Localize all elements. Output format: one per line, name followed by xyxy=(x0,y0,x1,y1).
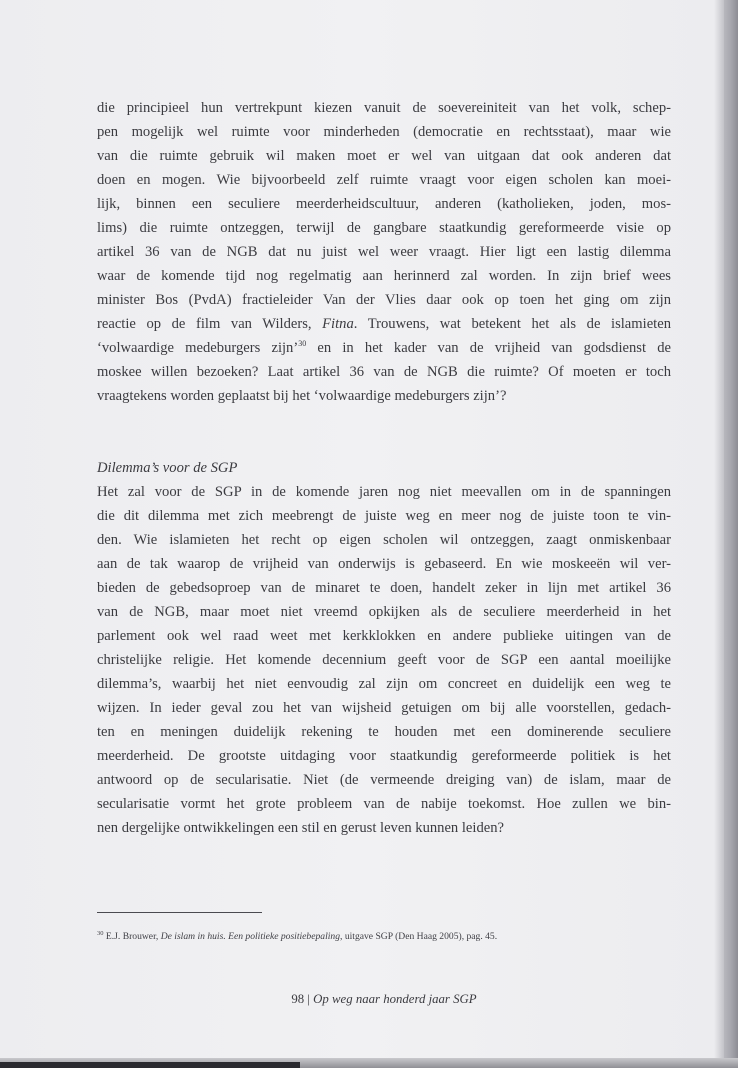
paragraph-2 xyxy=(97,480,671,840)
body-line: die dit dilemma met zich meebrengt de juiste weg en meer nog de juiste toon te vin- xyxy=(97,508,671,524)
body-line: artikel 36 van de NGB dat nu juist wel weer vraagt. Hier ligt een lastig dilemma xyxy=(97,244,671,260)
running-title: Op weg naar honderd jaar SGP xyxy=(313,992,477,1006)
body-line: doen en mogen. Wie bijvoorbeeld zelf ruimte vraagt voor eigen scholen kan moei- xyxy=(97,172,671,188)
footnote-rest: , uitgave SGP (Den Haag 2005), pag. 45. xyxy=(340,931,498,943)
footnote-divider xyxy=(97,912,262,913)
page-edge-shadow xyxy=(714,0,738,1068)
body-line-fitna xyxy=(97,312,671,336)
body-line: die principieel hun vertrekpunt kiezen vanuit de soevereiniteit van het volk, schep- xyxy=(97,100,671,116)
body-line: antwoord op de secularisatie. Niet (de vermeende dreiging van) de islam, maar de xyxy=(97,772,671,788)
body-line: van de NGB, maar moet niet vreemd opkijken als de seculiere meerderheid in het xyxy=(97,604,671,620)
section-heading: Dilemma’s voor de SGP xyxy=(97,460,238,476)
footer-separator: | xyxy=(304,992,314,1006)
page-footer xyxy=(97,992,671,1007)
body-line: van die ruimte gebruik wil maken moet er wel van uitgaan dat ook anderen dat xyxy=(97,148,671,164)
footnote xyxy=(97,930,657,942)
body-line: aan de tak waarop de vrijheid van onderwijs is gebaseerd. En wie moskeeën wil ver- xyxy=(97,556,671,572)
body-line: Het zal voor de SGP in de komende jaren nog niet meevallen om in de spanningen xyxy=(97,484,671,500)
film-title: Fitna xyxy=(322,316,354,332)
body-line: moskee willen bezoeken? Laat artikel 36 van de NGB die ruimte? Of moeten er toch xyxy=(97,364,671,380)
footnote-reference[interactable]: 30 xyxy=(298,339,307,349)
body-line: wijzen. In ieder geval zou het van wijsheid getuigen om bij alle voorstellen, gedach- xyxy=(97,700,671,716)
footnote-author: E.J. Brouwer, xyxy=(105,931,161,943)
body-line: den. Wie islamieten het recht op eigen scholen wil ontzeggen, zaagt onmiskenbaar xyxy=(97,532,671,548)
body-line: christelijke religie. Het komende decennium geeft voor de SGP een aantal moeilijke xyxy=(97,652,671,668)
page-number: 98 xyxy=(291,992,305,1006)
body-line: meerderheid. De grootste uitdaging voor staatkundig gereformeerde politiek is het xyxy=(97,748,671,764)
body-line: ten en meningen duidelijk rekening te houden met een dominerende seculiere xyxy=(97,724,671,740)
body-line: pen mogelijk wel ruimte voor minderheden (democratie en rechtsstaat), maar wie xyxy=(97,124,671,140)
body-line: secularisatie vormt het grote probleem van de nabije toekomst. Hoe zullen we bin- xyxy=(97,796,671,812)
body-line-last: vraagtekens worden geplaatst bij het ‘volwaardige medeburgers zijn’? xyxy=(97,388,507,404)
scan-dark-strip xyxy=(0,1062,300,1068)
body-line: bieden de gebedsoproep van de minaret te doen, handelt zeker in lijn met artikel 36 xyxy=(97,580,671,596)
paragraph-1 xyxy=(97,96,671,408)
line-text: ‘volwaardige medeburgers zijn’ xyxy=(97,340,299,356)
body-line: minister Bos (PvdA) fractieleider Van der Vlies daar ook op toen het ging om zijn xyxy=(97,292,671,308)
line-text: en in het kader van de vrijheid van godsdienst de xyxy=(306,340,671,356)
line-text: . Trouwens, wat betekent het als de islamieten xyxy=(353,316,671,332)
body-line: parlement ook wel raad weet met kerkklokken en andere publieke uitingen van de xyxy=(97,628,671,644)
footnote-title: De islam in huis. Een politieke positiebepaling xyxy=(160,931,341,943)
body-line: lims) die ruimte ontzeggen, terwijl de gangbare staatkundig gereformeerde visie op xyxy=(97,220,671,236)
footnote-number: 30 xyxy=(97,930,104,937)
line-text: reactie op de film van Wilders, xyxy=(97,316,323,332)
body-line: dilemma’s, waarbij het niet eenvoudig zal zijn om concreet en duidelijk een weg te xyxy=(97,676,671,692)
body-line: waar de komende tijd nog regelmatig aan herinnerd zal worden. In zijn brief wees xyxy=(97,268,671,284)
body-line: lijk, binnen een seculiere meerderheidscultuur, anderen (katholieken, joden, mos- xyxy=(97,196,671,212)
body-line-footnote-ref xyxy=(97,336,671,360)
body-line-last: nen dergelijke ontwikkelingen een stil en gerust leven kunnen leiden? xyxy=(97,820,505,836)
